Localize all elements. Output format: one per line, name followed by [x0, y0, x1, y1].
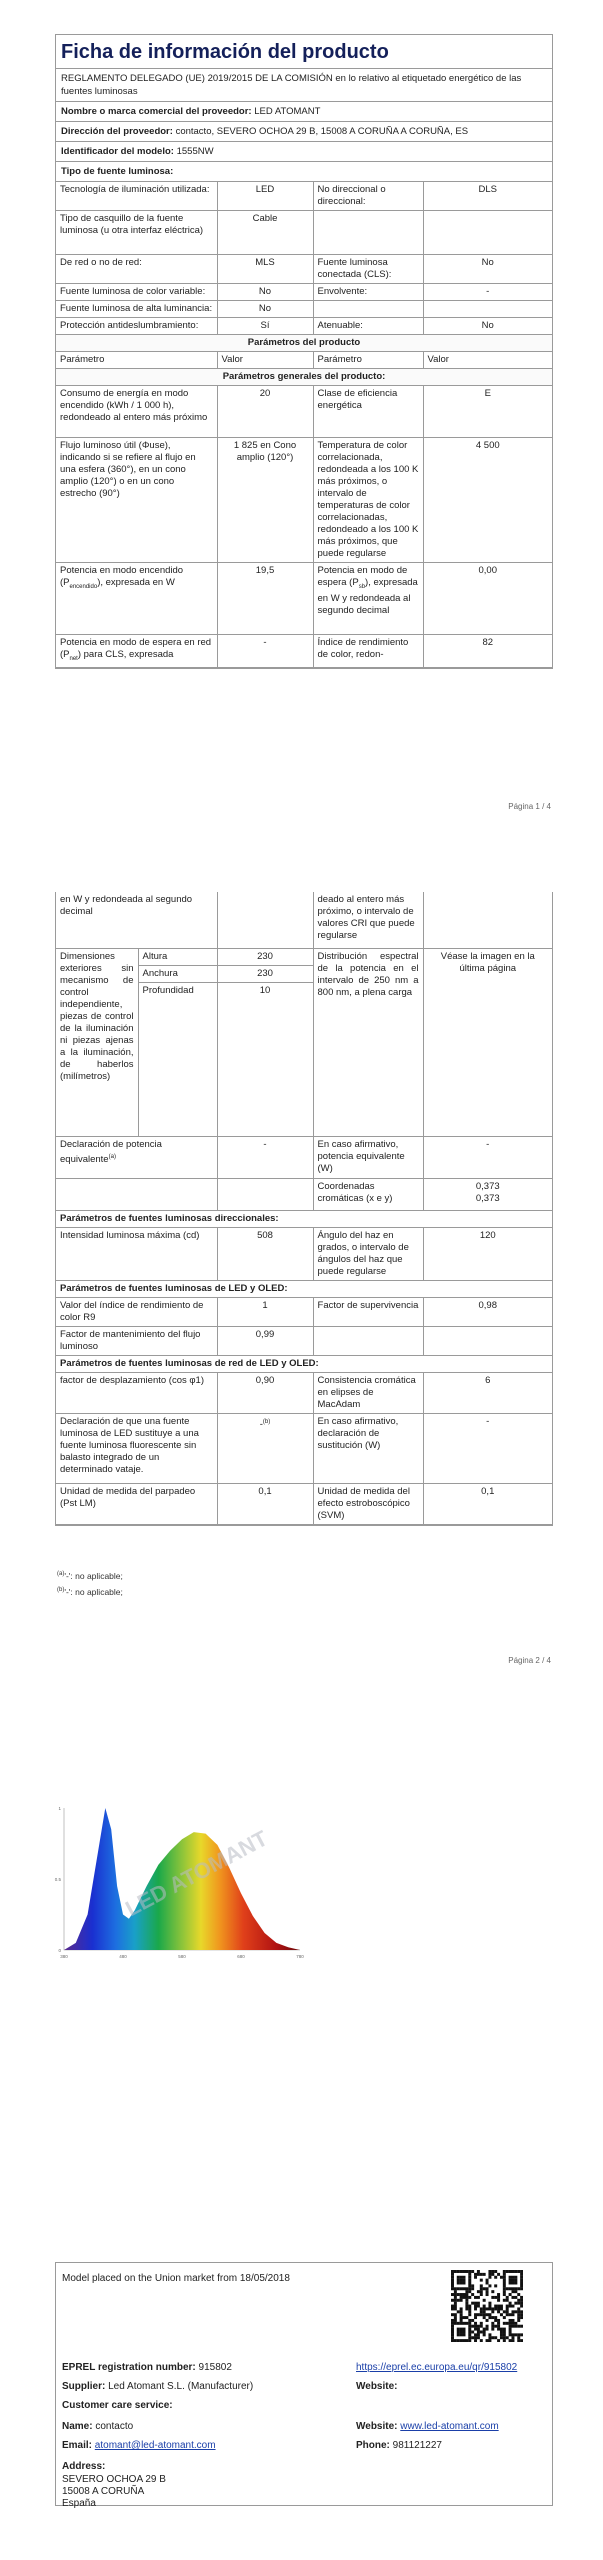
supplier-line: Supplier: Led Atomant S.L. (Manufacturer)	[62, 2381, 254, 2392]
regulation-text: REGLAMENTO DELEGADO (UE) 2019/2015 DE LA COMISIÓN en lo relativo al etiquetado energético de las fuentes luminosas	[56, 69, 552, 102]
x-tick-label: 380	[60, 1954, 68, 1959]
page-number: Página 2 / 4	[508, 1656, 551, 1665]
supplier-value: LED ATOMANT	[254, 106, 321, 117]
y-tick-label: 0	[58, 1948, 61, 1953]
address-block: SEVERO OCHOA 29 B 15008 A CORUÑA España	[62, 2474, 166, 2509]
eprel-url-link[interactable]: https://eprel.ec.europa.eu/qr/915802	[356, 2362, 518, 2373]
page-title: Ficha de información del producto	[56, 35, 552, 69]
table-row: Parámetros generales del producto:	[56, 369, 552, 386]
email-link[interactable]: atomant@led-atomant.com	[94, 2440, 216, 2451]
footnote-b: $^{(b)}$'-': no aplicable;	[57, 1586, 123, 1597]
table-row: Profundidad 10	[56, 982, 552, 1136]
table-row: Potencia en modo encendido $(P_{encendido})$, expresada en W 19,5 Potencia en modo de espera $(P_{sb})$, expresada en W y redondeada al segundo decimal 0,00	[56, 563, 552, 635]
customer-care-heading: Customer care service:	[62, 2400, 173, 2411]
table-row: Declaración de potencia equivalente$^{(a)}$ - En caso afirmativo, potencia equivalente (W) -	[56, 1136, 552, 1178]
type-row: Tipo de fuente luminosa:	[56, 162, 552, 182]
page1-sheet	[55, 34, 553, 669]
address-row: Dirección del proveedor: contacto, SEVERO OCHOA 29 B, 15008 A CORUÑA A CORUÑA, ES	[56, 122, 552, 142]
x-tick-label: 580	[178, 1954, 186, 1959]
contact-website: Website: www.led-atomant.com	[356, 2421, 499, 2432]
table-row: Potencia en modo de espera en red $(P_{net})$ para CLS, expresada - Índice de rendimiento de color, redon- 82	[56, 635, 552, 668]
website-link[interactable]: www.led-atomant.com	[400, 2421, 499, 2432]
table-row: Coordenadas cromáticas (x e y) 0,373 0,373	[56, 1178, 552, 1210]
table-row: Parámetros de fuentes luminosas direccionales:	[56, 1210, 552, 1227]
table-row: Parámetros de fuentes luminosas de LED y OLED:	[56, 1280, 552, 1297]
placed-on-market: Model placed on the Union market from 18/05/2018	[62, 2273, 290, 2284]
model-value: 1555NW	[176, 146, 214, 157]
table-row: factor de desplazamiento (cos φ1) 0,90 Consistencia cromática en elipses de MacAdam 6	[56, 1372, 552, 1413]
website-line: Website:	[356, 2381, 398, 2392]
table-row: Factor de mantenimiento del flujo luminoso 0,99	[56, 1326, 552, 1355]
table-row: en W y redondeada al segundo decimal deado al entero más próximo, o intervalo de valores CRI que puede regularse	[56, 892, 552, 948]
product-table-p2	[56, 892, 552, 1525]
contact-phone: Phone: 981121227	[356, 2440, 442, 2451]
table-row: Anchura 230	[56, 965, 552, 982]
x-tick-label: 680	[237, 1954, 245, 1959]
contact-email: Email: atomant@led-atomant.com	[62, 2440, 216, 2451]
watermark-text: LED ATOMANT	[121, 1825, 272, 1922]
eprel-registration: EPREL registration number: 915802	[62, 2362, 232, 2373]
x-tick-label: 780	[296, 1954, 304, 1959]
table-row: Parámetros de fuentes luminosas de red de LED y OLED:	[56, 1355, 552, 1372]
supplier-row: Nombre o marca comercial del proveedor: LED ATOMANT	[56, 102, 552, 122]
y-tick-label: 1	[58, 1806, 61, 1811]
table-row: Flujo luminoso útil (Φuse), indicando si se refiere al flujo en una esfera (360°), en un cono amplio (120°) o en un cono estrecho (90°) 1 825 en Cono amplio (120°) Temperatura de color correlacionada, redondeada a los 100 K más próximos, o intervalo de temperaturas de color correlacionadas, redondeado a los 100 K más próximos, que puede regularse 4 500	[56, 438, 552, 563]
table-row: Protección antideslumbramiento: Sí Atenuable: No	[56, 318, 552, 335]
footnote-a: $^{(a)}$'-': no aplicable;	[57, 1570, 123, 1581]
page2-sheet	[55, 892, 553, 1526]
eprel-info-box	[55, 2262, 553, 2509]
page-number: Página 1 / 4	[508, 802, 551, 811]
table-row: Tecnología de iluminación utilizada: LED No direccional o direccional: DLS	[56, 182, 552, 211]
model-row: Identificador del modelo: 1555NW	[56, 142, 552, 162]
product-table-p1	[56, 182, 552, 668]
table-row: Unidad de medida del parpadeo (Pst LM) 0,1 Unidad de medida del efecto estroboscópico (SVM) 0,1	[56, 1483, 552, 1524]
contact-name: Name: contacto	[62, 2421, 134, 2432]
table-row: De red o no de red: MLS Fuente luminosa conectada (CLS): No	[56, 255, 552, 284]
table-row: Tipo de casquillo de la fuente luminosa (u otra interfaz eléctrica) Cable	[56, 211, 552, 255]
table-row: Dimensiones exteriores sin mecanismo de control independiente, piezas de control de la iluminación ni piezas ajenas a la iluminación, de haberlos (milímetros) Altura 230 Distribución espectral de la potencia en el intervalo de 250 nm a 800 nm, a plena carga Véase la imagen en la última página	[56, 948, 552, 965]
x-tick-label: 480	[119, 1954, 127, 1959]
table-row: Parámetro Valor Parámetro Valor	[56, 352, 552, 369]
table-row: Declaración de que una fuente luminosa de LED sustituye a una fuente luminosa fluorescente sin balasto integrado de un determinado vataje. -$^{(b)}$ En caso afirmativo, declaración de sustitución (W) -	[56, 1413, 552, 1483]
table-row: Valor del índice de rendimiento de color R9 1 Factor de supervivencia 0,98	[56, 1297, 552, 1326]
spectral-distribution-chart	[50, 1800, 310, 1960]
table-row: Consumo de energía en modo encendido (kWh / 1 000 h), redondeado al entero más próximo 20 Clase de eficiencia energética E	[56, 386, 552, 438]
table-row: Fuente luminosa de color variable: No Envolvente: -	[56, 284, 552, 301]
address-heading: Address:	[62, 2461, 106, 2472]
y-tick-label: 0.5	[54, 1877, 61, 1882]
address-value: contacto, SEVERO OCHOA 29 B, 15008 A CORUÑA A CORUÑA, ES	[175, 126, 469, 137]
table-row: Fuente luminosa de alta luminancia: No	[56, 301, 552, 318]
table-row: Parámetros del producto	[56, 335, 552, 352]
qr-code-icon	[451, 2270, 523, 2342]
table-row: Intensidad luminosa máxima (cd) 508 Ángulo del haz en grados, o intervalo de ángulos del haz que puede regularse 120	[56, 1227, 552, 1280]
